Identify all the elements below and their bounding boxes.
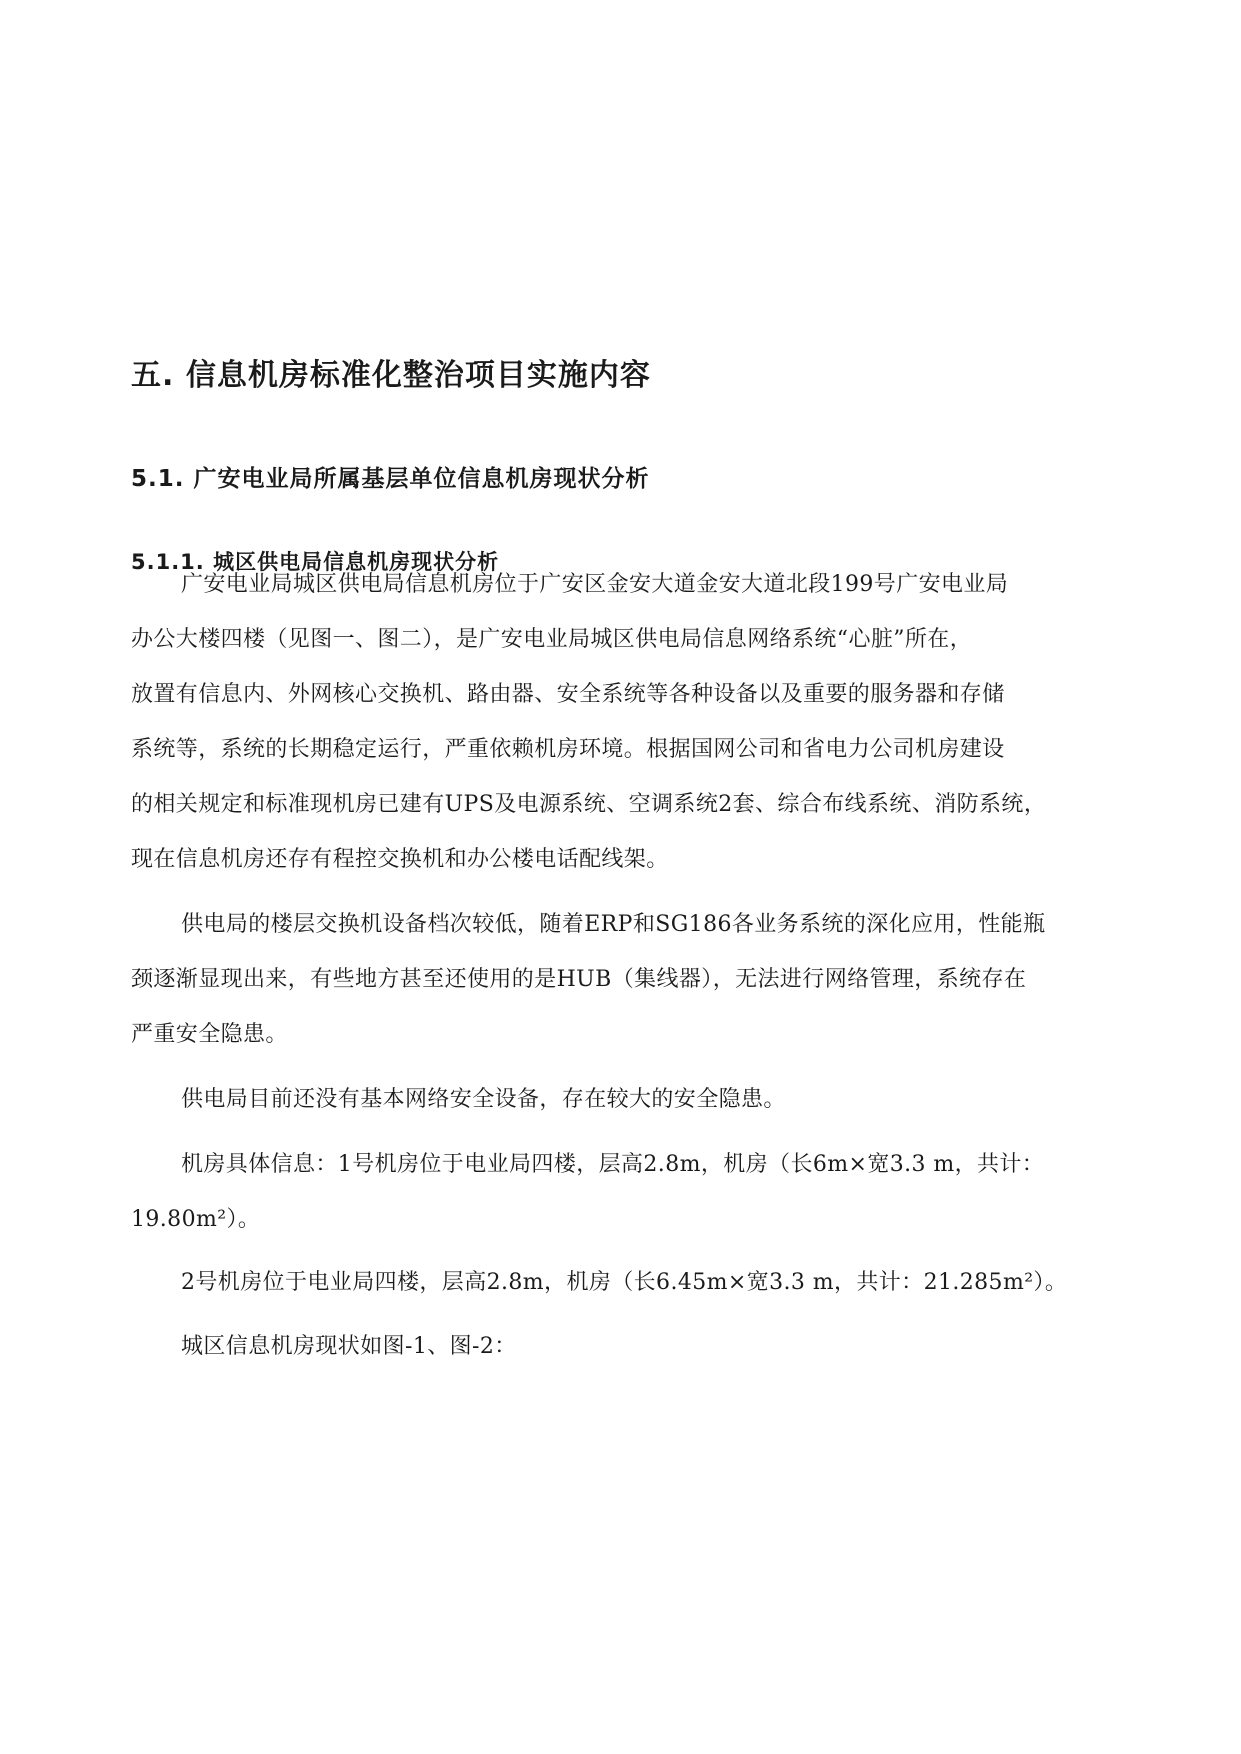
paragraph-line: 严重安全隐患。 <box>131 1022 288 1047</box>
paragraph-line: 办公大楼四楼（见图一、图二），是广安电业局城区供电局信息网络系统“心脏”所在， <box>131 627 973 652</box>
paragraph-line: 19.80m²）。 <box>131 1207 261 1232</box>
paragraph-line: 供电局目前还没有基本网络安全设备，存在较大的安全隐患。 <box>181 1087 786 1112</box>
section-heading: 五. 信息机房标准化整治项目实施内容 <box>131 358 651 393</box>
paragraph-line: 的相关规定和标准现机房已建有UPS及电源系统、空调系统2套、综合布线系统、消防系统， <box>131 792 1047 817</box>
paragraph-line: 现在信息机房还存有程控交换机和办公楼电话配线架。 <box>131 847 669 872</box>
paragraph-line: 广安电业局城区供电局信息机房位于广安区金安大道金安大道北段199号广安电业局 <box>181 572 1009 597</box>
subsubsection-heading: 5.1.1. 城区供电局信息机房现状分析 <box>131 550 500 574</box>
paragraph-line: 城区信息机房现状如图-1、图-2： <box>181 1334 517 1359</box>
paragraph-line: 颈逐渐显现出来，有些地方甚至还使用的是HUB（集线器），无法进行网络管理，系统存在 <box>131 967 1027 992</box>
paragraph-line: 供电局的楼层交换机设备档次较低，随着ERP和SG186各业务系统的深化应用，性能瓶 <box>181 912 1046 937</box>
paragraph-line: 放置有信息内、外网核心交换机、路由器、安全系统等各种设备以及重要的服务器和存储 <box>131 682 1005 707</box>
paragraph-line: 2号机房位于电业局四楼，层高2.8m，机房（长6.45m×宽3.3 m，共计：21.285m²）。 <box>181 1270 1068 1295</box>
paragraph-line: 机房具体信息：1号机房位于电业局四楼，层高2.8m，机房（长6m×宽3.3 m，共计： <box>181 1152 1045 1177</box>
subsection-heading: 5.1. 广安电业局所属基层单位信息机房现状分析 <box>131 466 650 492</box>
paragraph-line: 系统等，系统的长期稳定运行，严重依赖机房环境。根据国网公司和省电力公司机房建设 <box>131 737 1005 762</box>
